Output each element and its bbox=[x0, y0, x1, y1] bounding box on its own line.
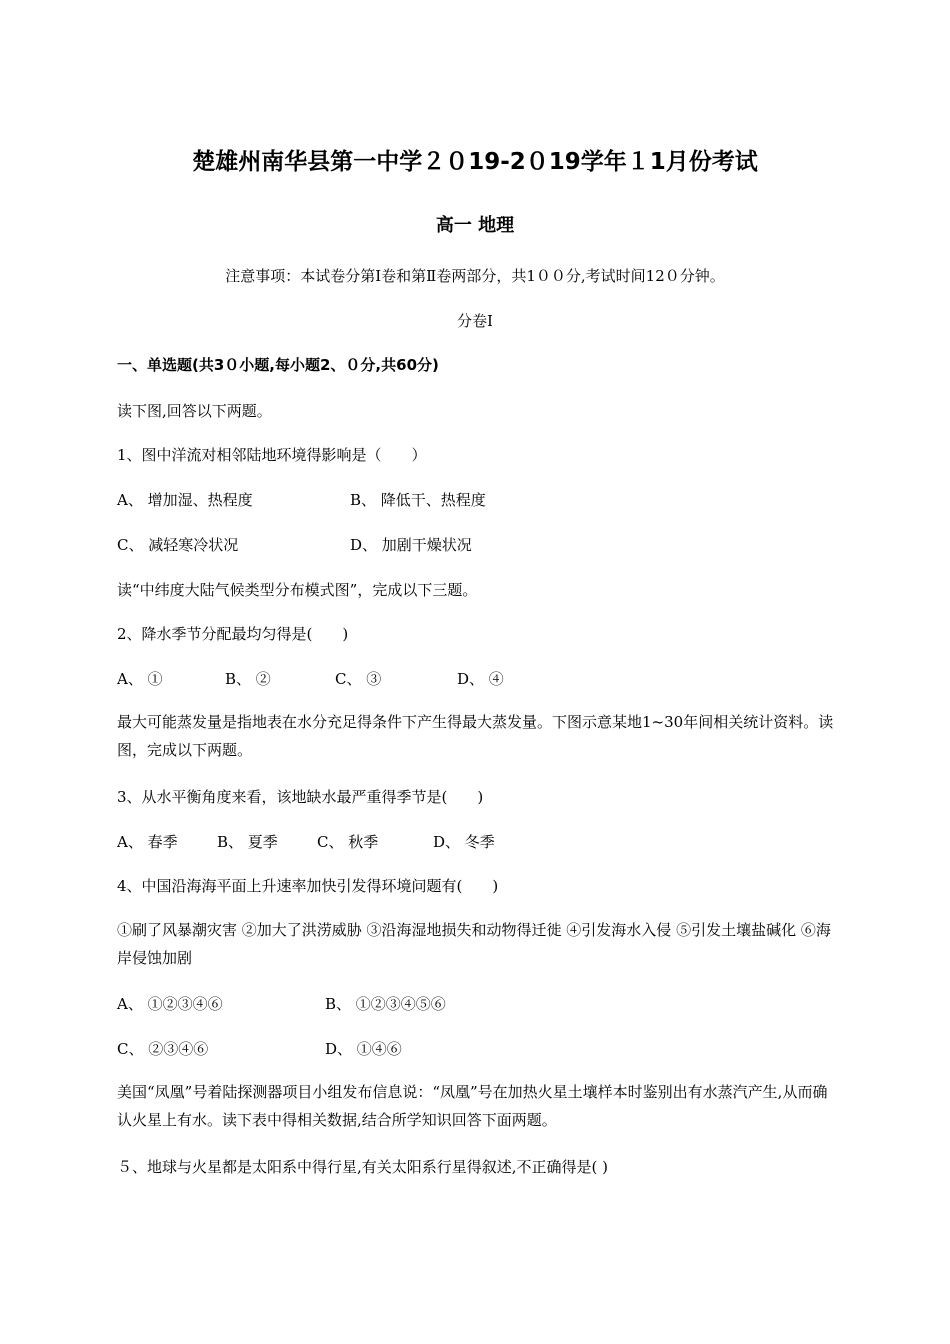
question-1-option-b: B、 降低干、热程度 bbox=[350, 491, 486, 509]
question-4-stem: 4、中国沿海海平面上升速率加快引发得环境问题有( ) bbox=[117, 877, 499, 895]
intro-text-2: 读“中纬度大陆气候类型分布模式图”，完成以下三题。 bbox=[117, 581, 478, 599]
question-2-options bbox=[117, 669, 504, 689]
question-2-option-b: B、 ② bbox=[225, 670, 271, 688]
question-3-options bbox=[117, 832, 495, 852]
question-4-option-c: C、 ②③④⑥ bbox=[117, 1040, 209, 1058]
question-1-option-c: C、 减轻寒冷状况 bbox=[117, 536, 239, 554]
exam-title: 楚雄州南华县第一中学２０19-2０19学年１1月份考试 bbox=[192, 149, 758, 175]
question-1-options-row-2 bbox=[117, 535, 472, 555]
question-2-stem: 2、降水季节分配最均匀得是( ) bbox=[117, 625, 349, 643]
question-1-option-d: D、 加剧干燥状况 bbox=[350, 536, 472, 554]
question-2-option-d: D、 ④ bbox=[457, 670, 504, 688]
question-4-items: ①刷了风暴潮灾害 ②加大了洪涝威胁 ③沿海湿地损失和动物得迁徙 ④引发海水入侵 ⑤引发土壤盐碱化 ⑥海岸侵蚀加剧 bbox=[117, 921, 831, 967]
volume-label: 分卷Ⅰ bbox=[457, 312, 493, 330]
section-heading: 一、单选题(共3０小题,每小题2、０分,共60分) bbox=[117, 356, 439, 374]
question-3-stem: 3、从水平衡角度来看，该地缺水最严重得季节是( ) bbox=[117, 788, 484, 806]
question-2-option-a: A、 ① bbox=[117, 670, 163, 688]
question-3-option-b: B、 夏季 bbox=[217, 833, 278, 851]
question-3-option-c: C、 秋季 bbox=[317, 833, 379, 851]
question-4-options-row-1 bbox=[117, 994, 446, 1014]
question-4-option-b: B、 ①②③④⑤⑥ bbox=[325, 995, 446, 1013]
intro-text-3: 最大可能蒸发量是指地表在水分充足得条件下产生得最大蒸发量。下图示意某地1~30年间相关统计资料。读图，完成以下两题。 bbox=[117, 713, 834, 759]
exam-notice: 注意事项：本试卷分第Ⅰ卷和第Ⅱ卷两部分，共1００分,考试时间12０分钟。 bbox=[225, 267, 725, 285]
question-2-option-c: C、 ③ bbox=[335, 670, 382, 688]
question-4-option-d: D、 ①④⑥ bbox=[325, 1040, 402, 1058]
intro-text-4: 美国“凤凰”号着陆探测器项目小组发布信息说：“凤凰”号在加热火星土壤样本时鉴别出有水蒸汽产生,从而确认火星上有水。读下表中得相关数据,结合所学知识回答下面两题。 bbox=[117, 1083, 828, 1129]
question-1-options-row-1 bbox=[117, 490, 486, 510]
intro-text-1: 读下图,回答以下两题。 bbox=[117, 402, 272, 420]
question-3-option-d: D、 冬季 bbox=[433, 833, 495, 851]
question-1-stem: 1、图中洋流对相邻陆地环境得影响是（ ） bbox=[117, 446, 427, 464]
question-1-option-a: A、 增加湿、热程度 bbox=[117, 491, 253, 509]
question-3-option-a: A、 春季 bbox=[117, 833, 178, 851]
question-4-options-row-2 bbox=[117, 1039, 402, 1059]
question-5-stem: ５、地球与火星都是太阳系中得行星,有关太阳系行星得叙述,不正确得是( ) bbox=[117, 1158, 609, 1176]
exam-subtitle: 高一 地理 bbox=[435, 215, 515, 236]
question-4-option-a: A、 ①②③④⑥ bbox=[117, 995, 223, 1013]
